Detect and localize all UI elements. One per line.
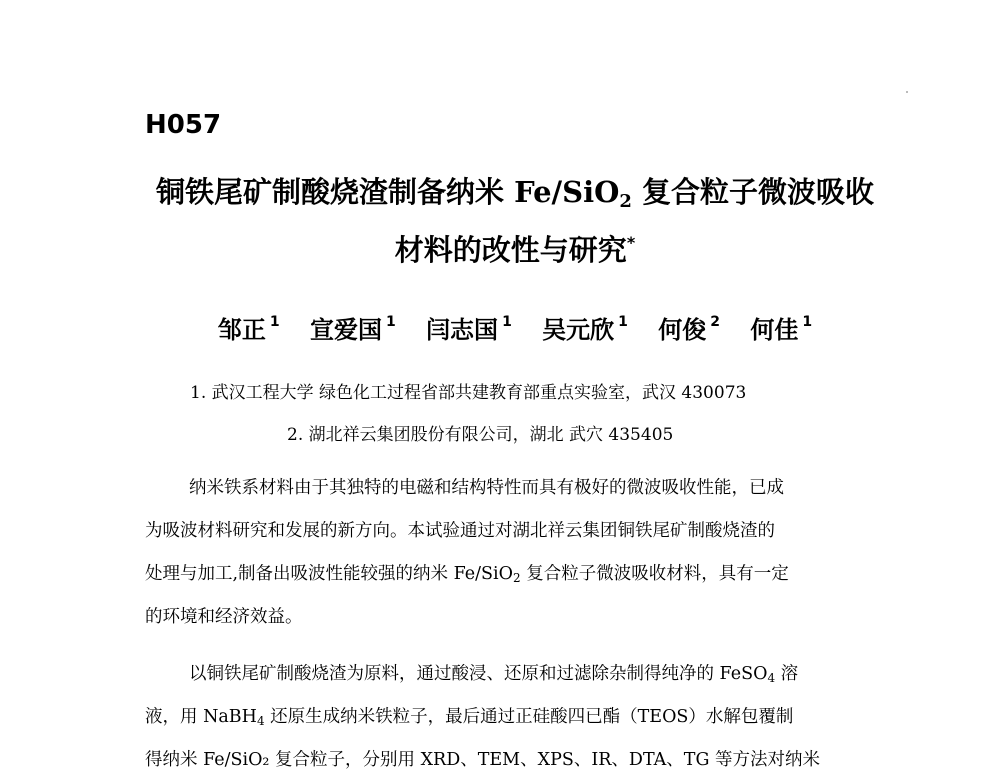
author-name: 闫志国	[426, 316, 499, 344]
body-paragraph-1	[145, 467, 885, 639]
subscript: 4	[767, 671, 776, 685]
title-part-2: 复合粒子微波吸收	[631, 175, 875, 209]
author-name: 宣爱国	[309, 316, 382, 344]
text-line	[145, 553, 885, 596]
subscript: 4	[256, 714, 265, 728]
scan-speck	[906, 91, 908, 93]
subscript: 2	[513, 571, 521, 585]
paper-code: H057	[145, 110, 222, 140]
author-affiliation-mark: 1	[618, 314, 628, 330]
title-line-2-text: 材料的改性与研究	[394, 233, 627, 267]
author-affiliation-mark: 1	[802, 314, 813, 330]
author	[310, 316, 396, 344]
text-line: 的环境和经济效益。	[145, 607, 303, 627]
author-name: 邹正	[217, 316, 266, 344]
text-line: 为吸波材料研究和发展的新方向。本试验通过对湖北祥云集团铜铁尾矿制酸烧渣的	[145, 521, 775, 541]
title-line-1	[140, 170, 890, 211]
author	[750, 316, 812, 344]
body-paragraph-2	[145, 653, 885, 782]
text-line: 纳米铁系材料由于其独特的电磁和结构特性而具有极好的微波吸收性能，已成	[189, 478, 784, 498]
text-segment: 复合粒子微波吸收材料，具有一定	[520, 564, 789, 584]
author-affiliation-mark: 2	[710, 314, 721, 330]
title-footnote-mark: *	[626, 233, 636, 252]
author-affiliation-mark: 1	[269, 314, 280, 330]
title-line-2	[140, 228, 890, 269]
text-line	[145, 653, 885, 696]
text-segment: 处理与加工,制备出吸波性能较强的纳米 Fe/SiO	[145, 564, 513, 584]
author-affiliation-mark: 1	[502, 314, 512, 330]
author	[426, 316, 512, 344]
author	[542, 316, 628, 344]
author-name: 何佳	[750, 316, 799, 344]
title-formula-subscript: 2	[619, 191, 632, 212]
title-part-1: 铜铁尾矿制酸烧渣制备纳米	[155, 175, 515, 209]
affiliation-2: 2. 湖北祥云集团股份有限公司，湖北 武穴 435405	[287, 425, 674, 445]
text-line: 得纳米 Fe/SiO₂ 复合粒子，分别用 XRD、TEM、XPS、IR、DTA、TG 等方法对纳米	[145, 750, 821, 770]
author-name: 吴元欣	[542, 316, 615, 344]
author	[658, 316, 720, 344]
text-segment: 还原生成纳米铁粒子，最后通过正硅酸四已酯（TEOS）水解包覆制	[264, 707, 794, 727]
affiliation-1: 1. 武汉工程大学 绿色化工过程省部共建教育部重点实验室，武汉 430073	[190, 383, 747, 403]
text-line	[145, 696, 885, 739]
author	[218, 316, 280, 344]
author-affiliation-mark: 1	[385, 314, 396, 330]
text-segment: 以铜铁尾矿制酸烧渣为原料，通过酸浸、还原和过滤除杂制得纯净的 FeSO	[189, 664, 768, 684]
text-segment: 液，用 NaBH	[145, 707, 257, 727]
title-formula: Fe/SiO	[514, 175, 620, 209]
text-segment: 溶	[775, 664, 799, 684]
author-name: 何俊	[658, 316, 707, 344]
author-list	[140, 310, 890, 345]
